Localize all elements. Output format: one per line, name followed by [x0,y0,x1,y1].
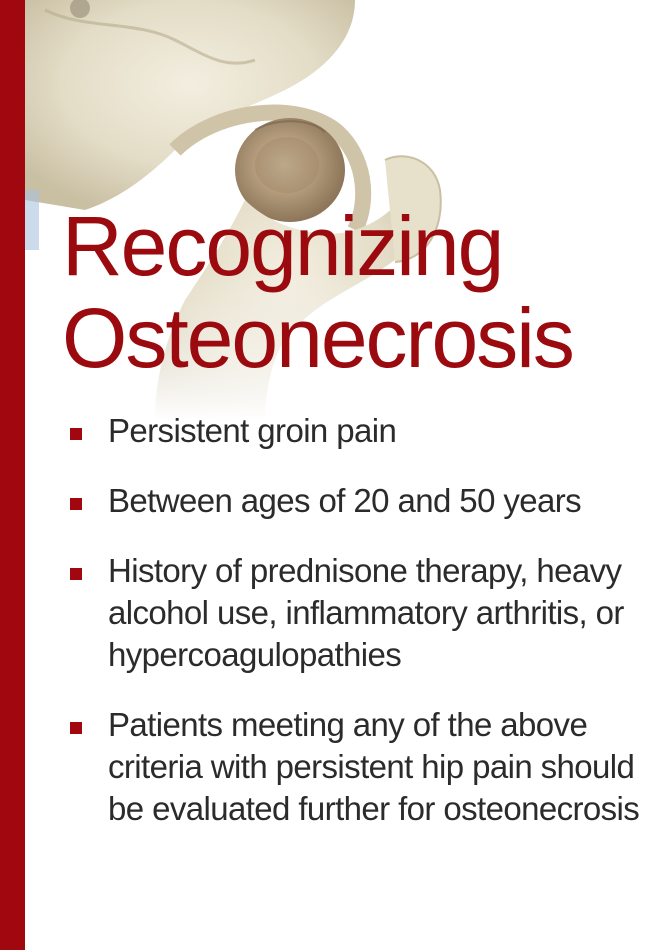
list-item [68,410,648,452]
accent-bar [0,0,25,950]
list-item-text: Persistent groin pain [108,412,397,449]
list-item-text: Between ages of 20 and 50 years [108,482,582,519]
square-bullet-icon [70,498,82,510]
square-bullet-icon [70,568,82,580]
title-line-1: Recognizing [62,199,503,293]
title-line-2: Osteonecrosis [62,291,573,385]
list-item [68,550,648,676]
list-item-text: History of prednisone therapy, heavy alcohol use, inflammatory arthritis, or hypercoagulopathies [108,552,624,673]
square-bullet-icon [70,722,82,734]
page-title [62,200,573,384]
list-item [68,480,648,522]
list-item-text: Patients meeting any of the above criteria with persistent hip pain should be evaluated further for osteonecrosis [108,706,640,827]
symptom-list [68,410,648,858]
square-bullet-icon [70,428,82,440]
list-item [68,704,648,830]
